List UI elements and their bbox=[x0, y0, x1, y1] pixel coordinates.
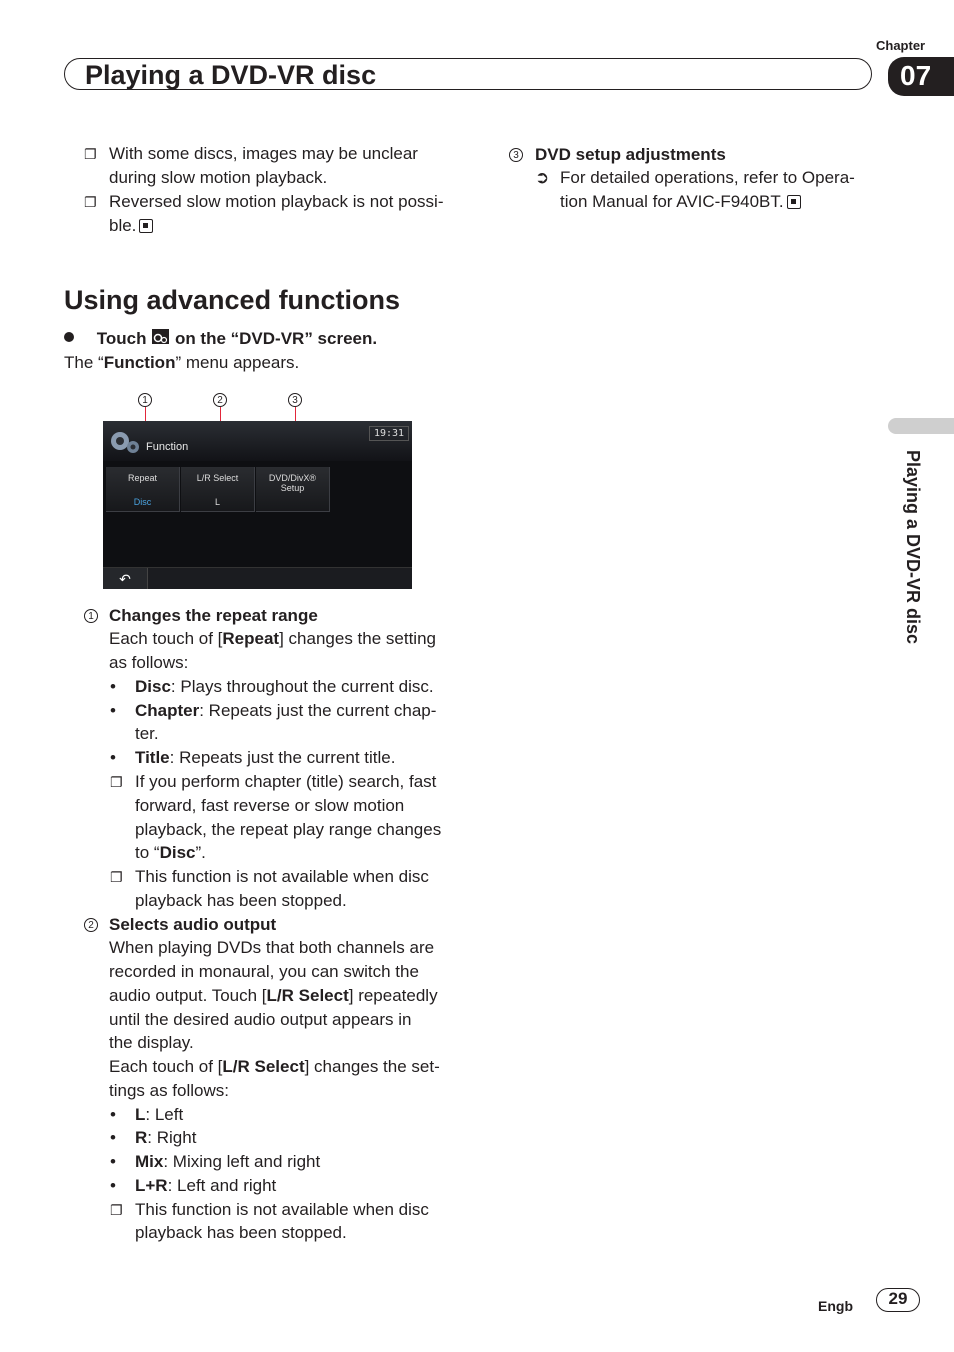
bullet: • bbox=[110, 677, 116, 696]
function-key-icon bbox=[152, 329, 169, 344]
callout-2: 2 bbox=[213, 388, 227, 412]
bullet: • bbox=[110, 1105, 116, 1124]
checkbox-bullet-icon: ❐ bbox=[110, 774, 123, 790]
item1-heading: Changes the repeat range bbox=[109, 606, 318, 625]
repeat-button[interactable]: Repeat Disc bbox=[106, 467, 180, 512]
checkbox-bullet-icon: ❐ bbox=[84, 194, 97, 210]
end-mark-icon bbox=[787, 195, 801, 209]
checkbox-bullet-icon: ❐ bbox=[110, 869, 123, 885]
footer-language: Engb bbox=[818, 1298, 853, 1314]
checkbox-bullet-icon: ❐ bbox=[110, 1202, 123, 1218]
side-tab-marker bbox=[888, 418, 954, 434]
screen-clock: 19:31 bbox=[369, 426, 409, 441]
screen-bottom-bar bbox=[103, 567, 412, 589]
page-number: 29 bbox=[876, 1288, 920, 1312]
bullet: • bbox=[110, 1128, 116, 1147]
arrow-reference-icon: ➲ bbox=[535, 168, 550, 187]
page-title: Playing a DVD-VR disc bbox=[85, 60, 377, 90]
step-instruction: Touch on the “DVD-VR” screen. bbox=[64, 327, 377, 351]
page-title-bar bbox=[64, 58, 872, 90]
callout-number: 2 bbox=[84, 918, 98, 932]
callout-3: 3 bbox=[288, 388, 302, 412]
bullet: • bbox=[110, 701, 116, 720]
end-mark-icon bbox=[139, 219, 153, 233]
callout-number: 3 bbox=[509, 148, 523, 162]
section-title: Using advanced functions bbox=[64, 285, 401, 315]
chapter-number-box bbox=[888, 57, 954, 96]
chapter-label: Chapter bbox=[876, 38, 926, 53]
bullet: • bbox=[110, 748, 116, 767]
dvd-divx-setup-button[interactable]: DVD/DivX® Setup bbox=[256, 467, 330, 512]
function-menu-screen bbox=[103, 421, 412, 589]
step-result: The “Function” menu appears. bbox=[64, 353, 300, 372]
lr-select-button[interactable]: L/R Select L bbox=[181, 467, 255, 512]
chapter-number: 07 bbox=[900, 60, 932, 91]
step-bullet-icon bbox=[64, 332, 74, 342]
screen-top-bar bbox=[103, 421, 412, 461]
checkbox-bullet-icon: ❐ bbox=[84, 146, 97, 162]
dvd-setup-heading: DVD setup adjustments bbox=[535, 145, 726, 164]
callout-1: 1 bbox=[138, 388, 152, 412]
screen-title: Function bbox=[146, 441, 189, 453]
item2-heading: Selects audio output bbox=[109, 915, 277, 934]
bullet: • bbox=[110, 1152, 116, 1171]
gear-icon bbox=[107, 427, 141, 457]
back-arrow-icon[interactable]: ↶ bbox=[103, 568, 148, 589]
bullet: • bbox=[110, 1176, 116, 1195]
callout-number: 1 bbox=[84, 609, 98, 623]
side-tab-label: Playing a DVD-VR disc bbox=[903, 450, 923, 645]
